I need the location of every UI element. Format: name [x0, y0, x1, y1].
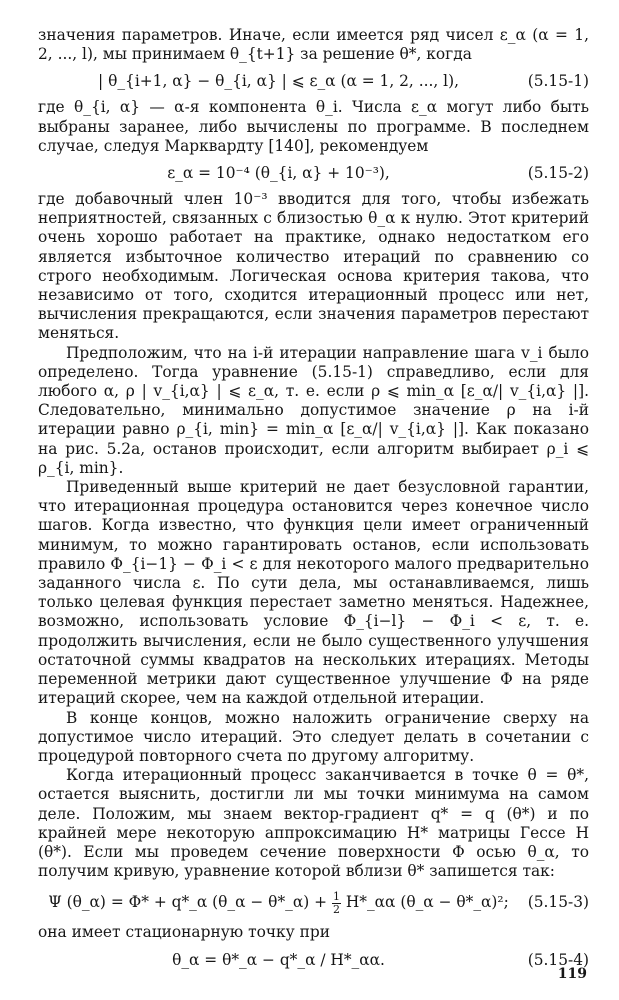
equation-number: (5.15-3) [527, 893, 589, 912]
paragraph-5: Приведенный выше критерий не дает безусловной гарантии, что итерационная процедура остановится через конечное число шагов. Когда известно, что функция цели имеет ограниченный минимум, то можно гарантировать останов, если использовать правило Φ_{i−1} − Φ_i < ε для некоторого малого предварительно заданного числа ε. По сути дела, мы останавливаемся, лишь только целевая функция перестает заметно меняться. Надежнее, возможно, использовать условие Φ_{i−l} − Φ_i < ε, т. е. продолжить вычисления, если не было существенного улучшения остаточной суммы квадратов на нескольких итерациях. Методы переменной метрики дают существенное улучшение Φ на ряде итераций скорее, чем на каждой отдельной итерации. [38, 478, 589, 708]
paragraph-1: значения параметров. Иначе, если имеется ряд чисел ε_α (α = 1, 2, ..., l), мы принимаем θ_{t+1} за решение θ*, когда [38, 26, 589, 64]
page-number: 119 [557, 966, 587, 982]
equation-number: (5.15-4) [527, 950, 589, 969]
equation-5-15-3 [38, 885, 589, 919]
fraction-denominator: 2 [332, 902, 340, 916]
equation-5-15-4 [38, 947, 589, 973]
paragraph-3: где добавочный член 10⁻³ вводится для того, чтобы избежать неприятностей, связанных с близостью θ_α к нулю. Этот критерий очень хорошо работает на практике, однако недостатком его является избыточное количество итераций по сравнению со строго необходимым. Логическая основа критерия такова, что независимо от того, сходится итерационный процесс или нет, вычисления прекращаются, если значения параметров перестают меняться. [38, 190, 589, 343]
equation-number: (5.15-1) [527, 72, 589, 91]
fraction-numerator: 1 [332, 889, 340, 903]
paragraph-4: Предположим, что на i-й итерации направление шага v_i было определено. Тогда уравнение (5.15-1) справедливо, если для любого α, ρ | v_{i,α} | ⩽ ε_α, т. е. если ρ ⩽ min_α [ε_α/| v_{i,α} |]. Следовательно, минимально допустимое значение ρ на i-й итерации равно ρ_{i, min} = min_α [ε_α/| v_{i,α} |]. Как показано на рис. 5.2а, останов происходит, если алгоритм выбирает ρ_i ⩽ ρ_{i, min}. [38, 343, 589, 477]
equation-body: | θ_{i+1, α} − θ_{i, α} | ⩽ ε_α (α = 1, 2, ..., l), [98, 72, 459, 91]
paragraph-7: Когда итерационный процесс заканчивается в точке θ = θ*, остается выяснить, достигли ли мы точки минимума на самом деле. Положим, мы знаем вектор-градиент q* = q (θ*) и по крайней мере некоторую аппроксимацию H* матрицы Гессе H (θ*). Если мы проведем сечение поверхности Φ осью θ_α, то получим кривую, уравнение которой вблизи θ* запишется так: [38, 766, 589, 881]
equation-5-15-1 [38, 68, 589, 94]
equation-number: (5.15-2) [527, 164, 589, 183]
equation-5-15-2 [38, 160, 589, 186]
equation-body: θ_α = θ*_α − q*_α / H*_αα. [172, 950, 385, 969]
paragraph-6: В конце концов, можно наложить ограничение сверху на допустимое число итераций. Это следует делать в сочетании с процедурой повторного счета по другому алгоритму. [38, 708, 589, 765]
equation-body: ε_α = 10⁻⁴ (θ_{i, α} + 10⁻³), [167, 164, 390, 183]
paragraph-8: она имеет стационарную точку при [38, 923, 330, 942]
equation-left: Ψ (θ_α) = Φ* + q*_α (θ_α − θ*_α) + [48, 893, 328, 912]
fraction-one-half [332, 891, 341, 916]
equation-right: H*_αα (θ_α − θ*_α)²; [345, 893, 509, 912]
equation-body [38, 885, 519, 919]
paragraph-2: где θ_{i, α} — α-я компонента θ_i. Числа ε_α могут либо быть выбраны заранее, либо вычислены по программе. В последнем случае, следуя Марквардту [140], рекомендуем [38, 98, 589, 155]
